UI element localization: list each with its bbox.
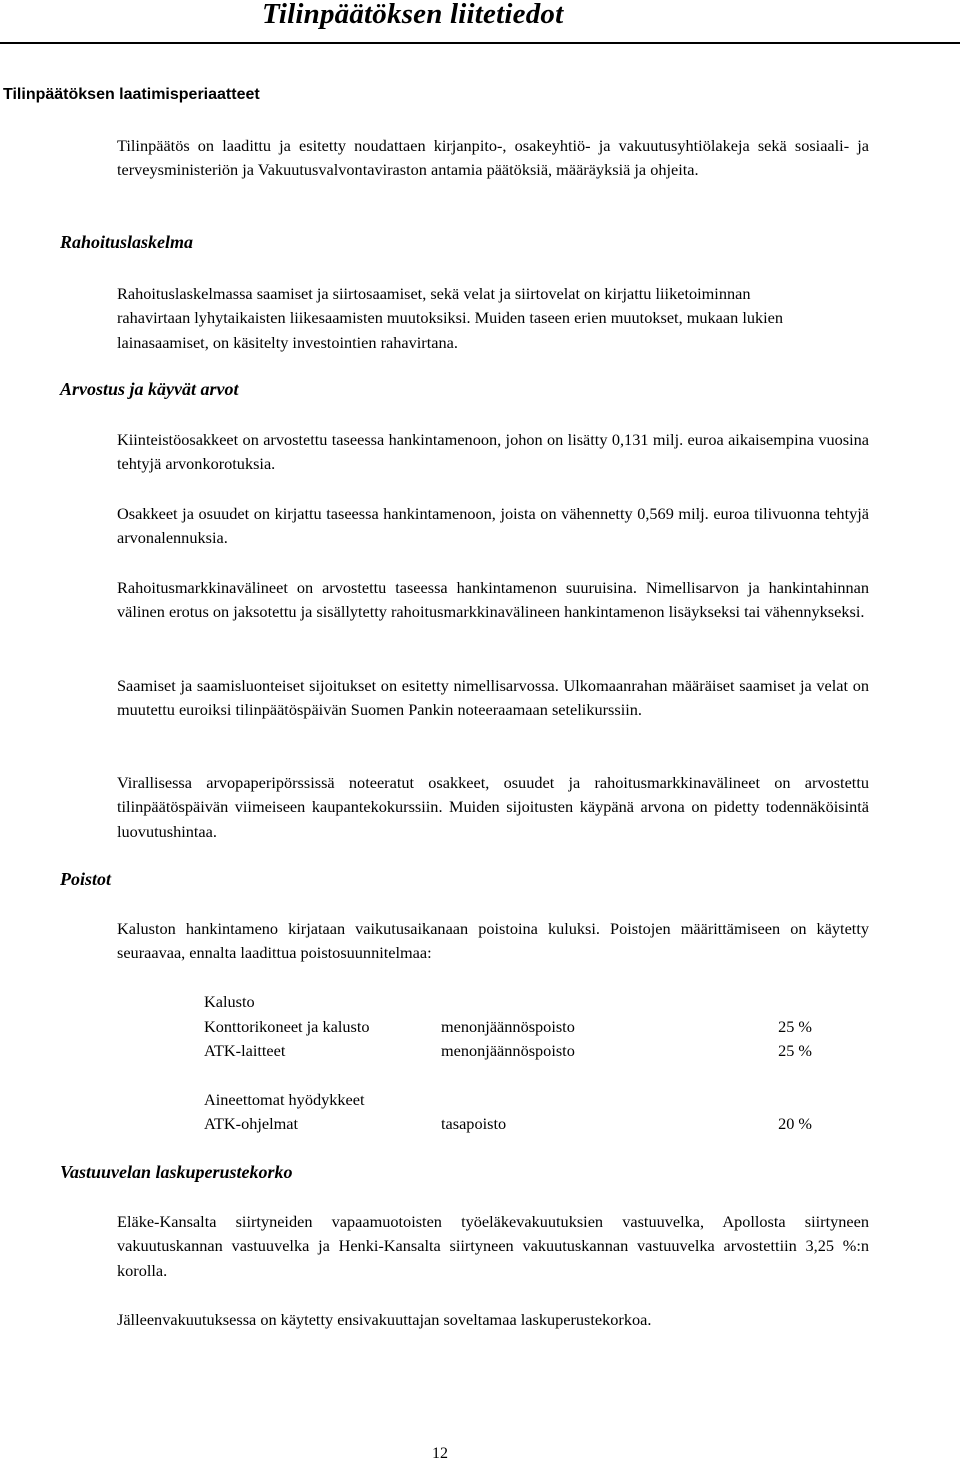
depreciation-item: ATK-ohjelmat — [204, 1114, 299, 1133]
page-title: Tilinpäätöksen liitetiedot — [262, 0, 564, 30]
depreciation-method: tasapoisto — [441, 1114, 507, 1133]
paragraph-laatimisperiaatteet: Tilinpäätös on laadittu ja esitetty noudattaen kirjanpito-, osakeyhtiö- ja vakuutusyhtiölakeja sekä sosiaali- ja terveysministeriön ja Vakuutusvalvontaviraston antamia päätöksiä, määräyksiä ja ohjeita. — [117, 136, 869, 180]
heading-arvostus: Arvostus ja käyvät arvot — [60, 379, 239, 399]
depreciation-item: Konttorikoneet ja kalusto — [204, 1017, 370, 1036]
heading-poistot: Poistot — [60, 869, 112, 889]
heading-rahoituslaskelma: Rahoituslaskelma — [60, 232, 194, 252]
depreciation-method: menonjäännöspoisto — [441, 1017, 575, 1036]
depreciation-item: ATK-laitteet — [204, 1041, 286, 1060]
depreciation-method: menonjäännöspoisto — [441, 1041, 575, 1060]
paragraph-arvostus-2: Osakkeet ja osuudet on kirjattu taseessa hankintamenoon, joista on vähennetty 0,569 milj. euroa tilivuonna tehtyjä arvonalennuksia. — [117, 504, 869, 548]
paragraph-arvostus-3: Rahoitusmarkkinavälineet on arvostettu taseessa hankintamenon suuruisina. Nimellisarvon ja hankintahinnan välinen erotus on jaksotettu ja sisällytetty rahoitusmarkkinavälineen hankintamenon lisäykseksi tai vähennykseksi. — [117, 578, 869, 622]
paragraph-arvostus-4: Saamiset ja saamisluonteiset sijoitukset on esitetty nimellisarvossa. Ulkomaanrahan määräiset saamiset ja velat on muutettu euroiksi tilinpäätöspäivän Suomen Pankin noteeraamaan setelikurssiin. — [117, 676, 869, 720]
paragraph-arvostus-1: Kiinteistöosakkeet on arvostettu taseessa hankintamenoon, johon on lisätty 0,131 milj. euroa aikaisempina vuosina tehtyjä arvonkorotuksia. — [117, 430, 869, 474]
page-number: 12 — [432, 1445, 448, 1462]
depreciation-rate: 25 % — [778, 1041, 812, 1060]
depreciation-group-title-kalusto: Kalusto — [204, 992, 255, 1011]
paragraph-vastuuvelka-1: Eläke-Kansalta siirtyneiden vapaamuotoisten työeläkevakuutuksien vastuuvelka, Apollosta siirtyneen vakuutuskannan vastuuvelka ja Henki-Kansalta siirtyneen vakuutuskannan vastuuvelka arvostettiin 3,25 %:n korolla. — [117, 1212, 869, 1280]
heading-vastuuvelka: Vastuuvelan laskuperustekorko — [60, 1162, 293, 1182]
paragraph-arvostus-5: Virallisessa arvopaperipörssissä noteeratut osakkeet, osuudet ja rahoitusmarkkinavälineet on arvostettu tilinpäätöspäivän viimeiseen kaupantekokurssiin. Muiden sijoitusten käypänä arvona on pidetty todennäköisintä luovutushintaa. — [117, 773, 869, 841]
title-divider — [0, 42, 960, 44]
depreciation-rate: 25 % — [778, 1017, 812, 1036]
depreciation-rate: 20 % — [778, 1114, 812, 1133]
paragraph-vastuuvelka-2: Jälleenvakuutuksessa on käytetty ensivakuuttajan soveltamaa laskuperustekorkoa. — [117, 1310, 652, 1329]
heading-laatimisperiaatteet: Tilinpäätöksen laatimisperiaatteet — [3, 86, 260, 103]
paragraph-rahoituslaskelma: Rahoituslaskelmassa saamiset ja siirtosaamiset, sekä velat ja siirtovelat on kirjattu liiketoiminnan rahavirtaan lyhytaikaisten liikesaamisten muutoksiksi. Muiden taseen erien muutokset, mukaan lukien lainasaamiset, on käsitelty investointien rahavirtana. — [117, 284, 784, 352]
paragraph-poistot: Kaluston hankintameno kirjataan vaikutusaikanaan poistoina kuluksi. Poistojen määrittämiseen on käytetty seuraavaa, ennalta laadittua poistosuunnitelmaa: — [117, 919, 869, 963]
depreciation-group-title-aineettomat: Aineettomat hyödykkeet — [204, 1090, 365, 1109]
